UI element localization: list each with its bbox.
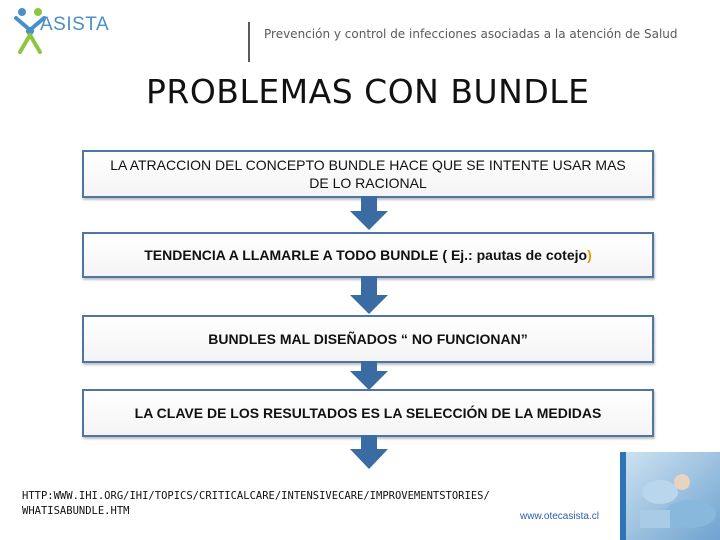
reference-line-1: HTTP:WWW.IHI.ORG/IHI/TOPICS/CRITICALCARE/INTENSIVECARE/IMPROVEMENTSTORIES/	[22, 490, 490, 502]
header-divider	[248, 22, 250, 62]
website-link[interactable]: www.otecasista.cl	[520, 511, 599, 522]
flow-step-1-line2: DE LO RACIONAL	[309, 175, 427, 191]
logo	[0, 0, 112, 60]
down-arrow-icon	[350, 196, 388, 232]
flow-step-3	[82, 315, 654, 363]
header	[0, 0, 720, 64]
page-title: PROBLEMAS CON BUNDLE	[146, 72, 590, 111]
down-arrow-icon	[350, 361, 388, 391]
flow-step-2-text: TENDENCIA A LLAMARLE A TODO BUNDLE ( Ej.: pautas de cotejo	[144, 247, 588, 263]
flow-step-2	[82, 232, 654, 278]
flow-step-3-text: BUNDLES MAL DISEÑADOS “ NO FUNCIONAN”	[208, 331, 528, 347]
clinical-photo	[620, 452, 720, 540]
flow-step-2-close: )	[587, 247, 592, 263]
clinical-photo-image	[620, 452, 720, 540]
down-arrow-icon	[350, 435, 388, 471]
flow-step-1	[82, 150, 654, 198]
logo-text: ASISTA	[40, 14, 110, 35]
reference-line-2: WHATISABUNDLE.HTM	[22, 505, 130, 517]
flow-step-1-line1: LA ATRACCION DEL CONCEPTO BUNDLE HACE QUE SE INTENTE USAR MAS	[110, 157, 626, 173]
down-arrow-icon	[350, 276, 388, 316]
flow-step-4-text: LA CLAVE DE LOS RESULTADOS ES LA SELECCIÓN DE LA MEDIDAS	[134, 405, 602, 421]
flow-step-4	[82, 389, 654, 437]
header-subtitle: Prevención y control de infecciones asociadas a la atención de Salud	[264, 27, 678, 41]
